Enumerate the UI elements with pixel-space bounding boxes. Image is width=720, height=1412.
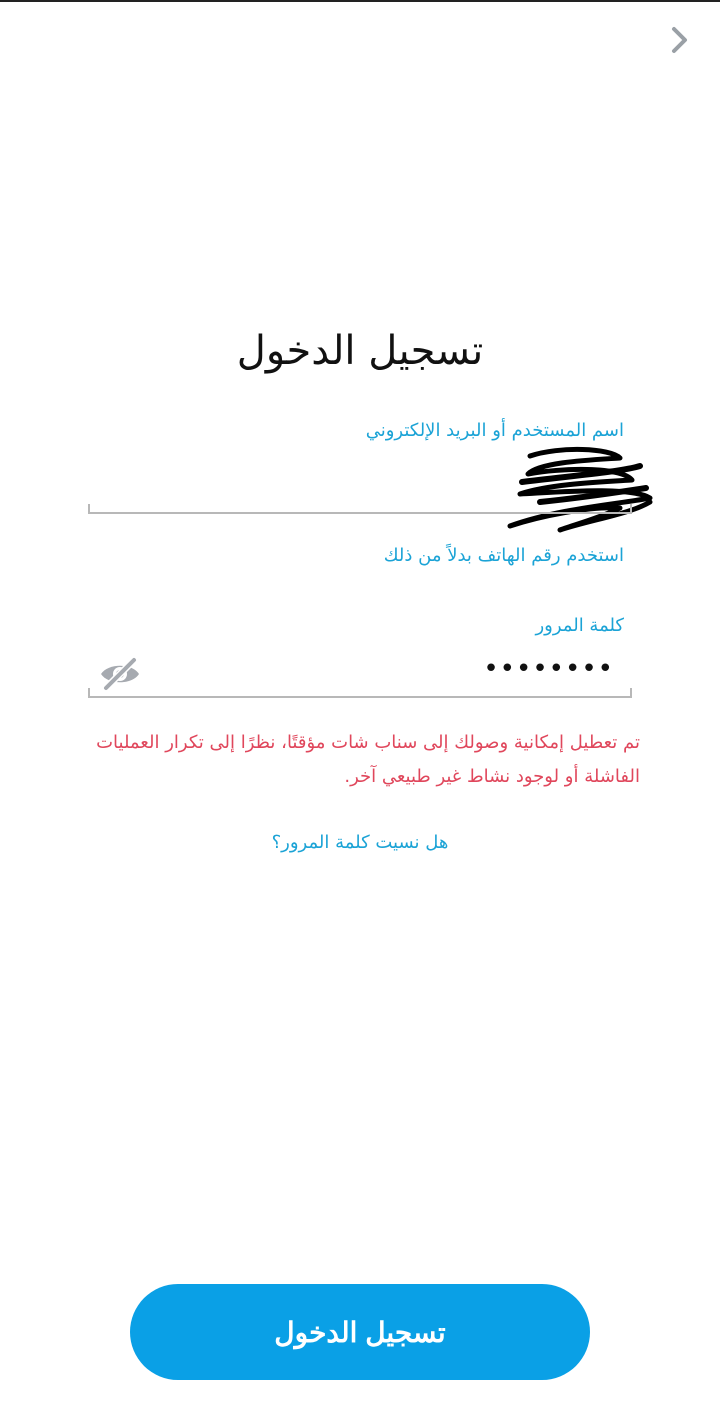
forgot-password-link[interactable]: هل نسيت كلمة المرور؟ — [271, 832, 449, 853]
top-border — [0, 0, 720, 2]
chevron-right-icon[interactable] — [664, 24, 696, 56]
eye-off-icon[interactable] — [98, 654, 142, 694]
use-phone-link[interactable]: استخدم رقم الهاتف بدلاً من ذلك — [383, 545, 624, 566]
error-message: تم تعطيل إمكانية وصولك إلى سناب شات مؤقتًا، نظرًا إلى تكرار العمليات الفاشلة أو لوجود نشاط غير طبيعي آخر. — [96, 732, 640, 787]
username-label: اسم المستخدم أو البريد الإلكتروني — [365, 420, 624, 441]
redaction-scribble — [500, 446, 660, 534]
username-input-line[interactable] — [88, 512, 632, 514]
password-label: كلمة المرور — [535, 615, 624, 636]
login-button[interactable]: تسجيل الدخول — [130, 1284, 590, 1380]
page-title: تسجيل الدخول — [236, 328, 484, 374]
password-input-line[interactable] — [88, 696, 632, 698]
password-input[interactable]: •••••••• — [483, 654, 614, 684]
